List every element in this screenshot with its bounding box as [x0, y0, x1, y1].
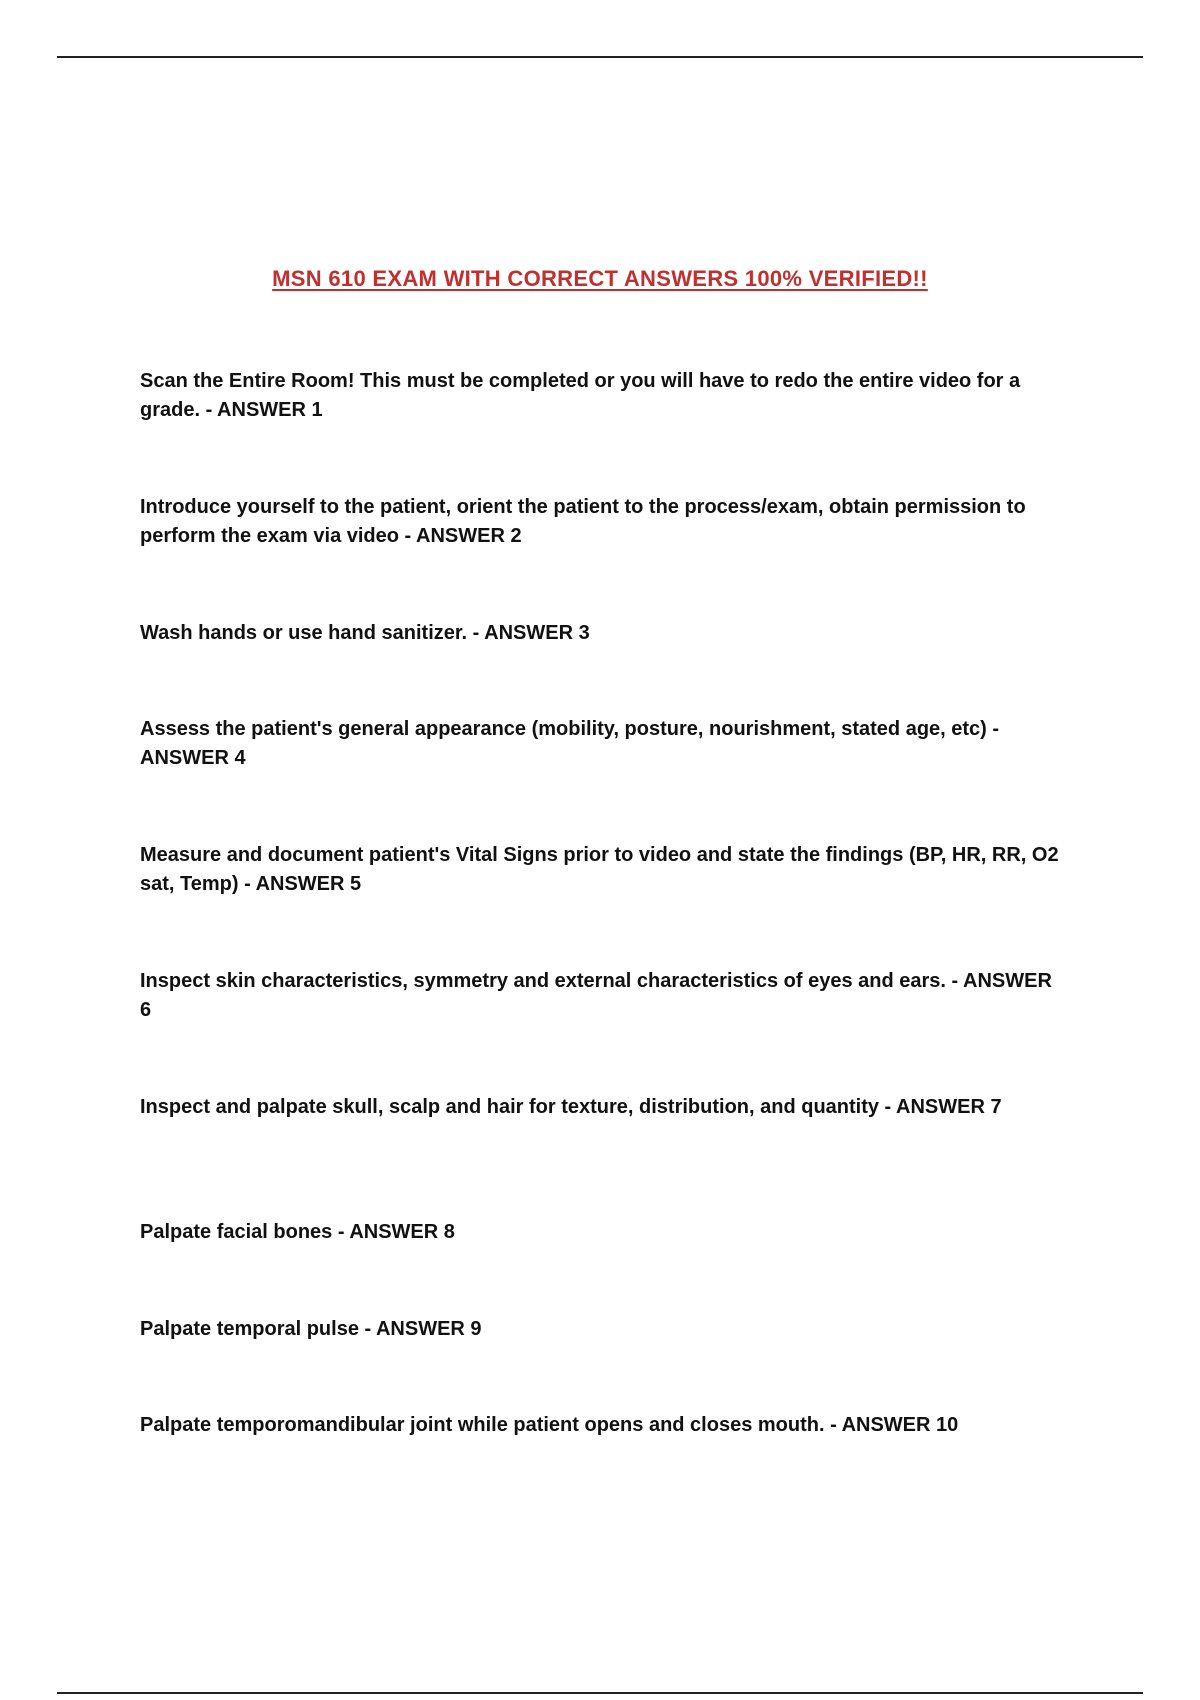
qa-item-1: Scan the Entire Room! This must be completed or you will have to redo the entire video for a grade. - ANSWER 1 [140, 370, 1021, 421]
qa-item-7: Inspect and palpate skull, scalp and hair for texture, distribution, and quantity - ANSWER 7 [140, 1096, 1002, 1118]
qa-item-3: Wash hands or use hand sanitizer. - ANSWER 3 [140, 622, 590, 644]
qa-item-2: Introduce yourself to the patient, orient the patient to the process/exam, obtain permission to perform the exam via video - ANSWER 2 [140, 496, 1026, 547]
top-divider [57, 56, 1143, 58]
qa-item-5: Measure and document patient's Vital Signs prior to video and state the findings (BP, HR, RR, O2 sat, Temp) - ANSWER 5 [140, 844, 1059, 895]
qa-item-4: Assess the patient's general appearance (mobility, posture, nourishment, stated age, etc) - ANSWER 4 [140, 718, 1000, 769]
document-title [0, 266, 1200, 292]
qa-item-9: Palpate temporal pulse - ANSWER 9 [140, 1318, 482, 1340]
qa-item-10: Palpate temporomandibular joint while patient opens and closes mouth. - ANSWER 10 [140, 1414, 959, 1436]
bottom-divider [57, 1692, 1143, 1694]
qa-item-8: Palpate facial bones - ANSWER 8 [140, 1221, 455, 1243]
qa-item-6: Inspect skin characteristics, symmetry and external characteristics of eyes and ears. - ANSWER 6 [140, 970, 1052, 1021]
document-title-text: MSN 610 EXAM WITH CORRECT ANSWERS 100% VERIFIED!! [272, 266, 928, 291]
